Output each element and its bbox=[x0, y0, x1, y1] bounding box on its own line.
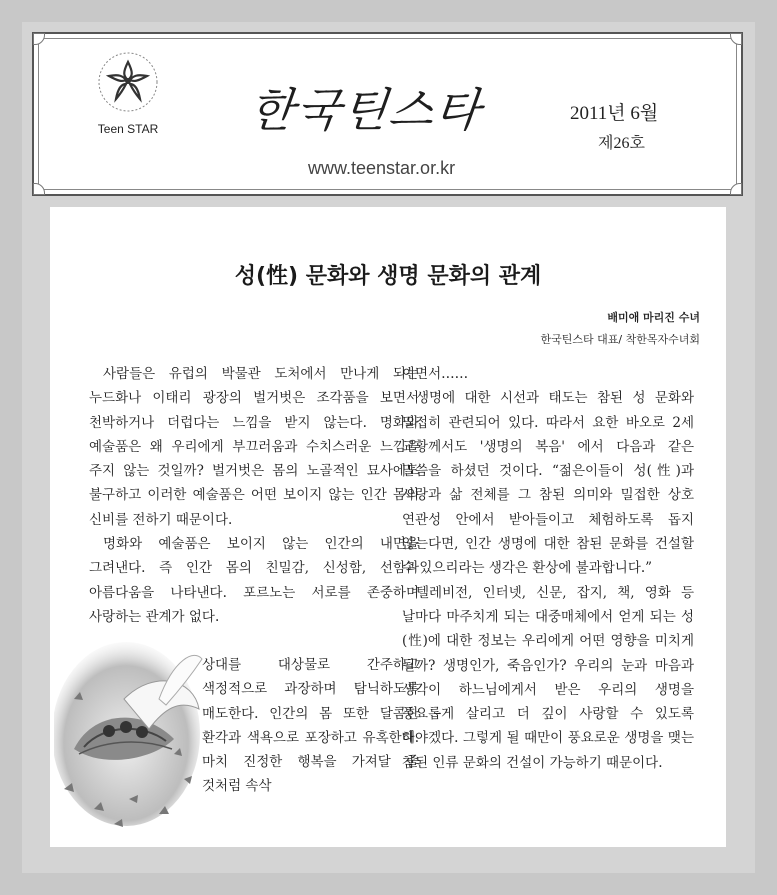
teenstar-logo bbox=[88, 50, 168, 150]
issue-date: 2011년 6월 bbox=[570, 103, 659, 124]
frame-corner bbox=[33, 33, 45, 45]
logo-label: Teen STAR bbox=[97, 122, 159, 136]
bird-nest-illustration-icon bbox=[54, 639, 204, 839]
article-column-right bbox=[402, 362, 694, 775]
paragraph: 이면서…… bbox=[402, 366, 469, 382]
paragraph: 생명에 대한 시선과 태도는 참된 성 문화와 밀접히 관련되어 있다. 따라서 요한 바오로 2세 교황께서도 '생명의 복음' 에서 다음과 같은 말씀을 하셨던 것이다. “젊은이들이 성(性)과 사랑과 삶 전체를 그 참된 의미와 밀접한 상호 연관성 안에서 받아들이고 체험하도록 돕지 않는다면, 인간 생명에 대한 참된 문화를 건설할 수 있으리라는 생각은 환상에 불과합니다.” bbox=[402, 390, 694, 577]
paragraph: 사람들은 유럽의 박물관 도처에서 만나게 되는 누드화나 이태리 광장의 벌거벗은 조각품을 보면서 천박하거나 더럽다는 느낌을 받지 않는다. 명화와 예술품은 왜 우리에게 부끄러움과 수치스러운 느낌을 주지 않는 것일까? 벌거벗은 몸의 노골적인 묘사에도 불구하고 이러한 예술품은 어떤 보이지 않는 인간 몸의 신비를 전하기 때문이다. bbox=[89, 366, 419, 528]
article-column-left-wrap bbox=[202, 653, 419, 799]
issue-number: 제26호 bbox=[598, 135, 645, 152]
paragraph: 텔레비전, 인터넷, 신문, 잡지, 책, 영화 등 날마다 마주치게 되는 대중매체에서 얻게 되는 성(性)에 대한 정보는 우리에게 어떤 영향을 미치게 될까? 생명인가, 죽음인가? 우리의 눈과 마음과 생각이 하느님에게서 받은 우리의 생명을 풍요롭게 살리고 더 깊이 사랑할 수 있도록 해야겠다. 그렇게 될 때만이 풍요로운 생명을 맺는 참된 인류 문화의 건설이 가능하기 때문이다. bbox=[402, 584, 694, 771]
frame-corner bbox=[33, 183, 45, 195]
article-title: 성(性) 문화와 생명 문화의 관계 bbox=[234, 264, 542, 289]
frame-corner bbox=[730, 183, 742, 195]
paragraph: 명화와 예술품은 보이지 않는 인간의 내면을 그려낸다. 즉 인간 몸의 친밀감, 신성함, 선함과 아름다움을 나타낸다. 포르노는 서로를 존중하며 사랑하는 관계가 없다. bbox=[89, 536, 419, 625]
article-panel bbox=[50, 207, 726, 847]
website-url[interactable]: www.teenstar.or.kr bbox=[308, 158, 456, 178]
article-author: 배미애 마리진 수녀 bbox=[607, 311, 700, 324]
newsletter-title: 한국틴스타 bbox=[246, 83, 485, 137]
frame-corner bbox=[730, 33, 742, 45]
article-column-left bbox=[89, 362, 419, 629]
author-affiliation: 한국틴스타 대표/ 착한목자수녀회 bbox=[540, 333, 700, 346]
star-flower-logo-icon bbox=[96, 50, 160, 114]
paragraph: 상대를 대상물로 간주하고 색정적으로 과장하며 탐닉하도록 매도한다. 인간의 몸 또한 달콤한 환각과 색욕으로 포장하고 유혹한다. 마치 진정한 행복을 가져달 줄 것처럼 속삭 bbox=[202, 657, 419, 795]
